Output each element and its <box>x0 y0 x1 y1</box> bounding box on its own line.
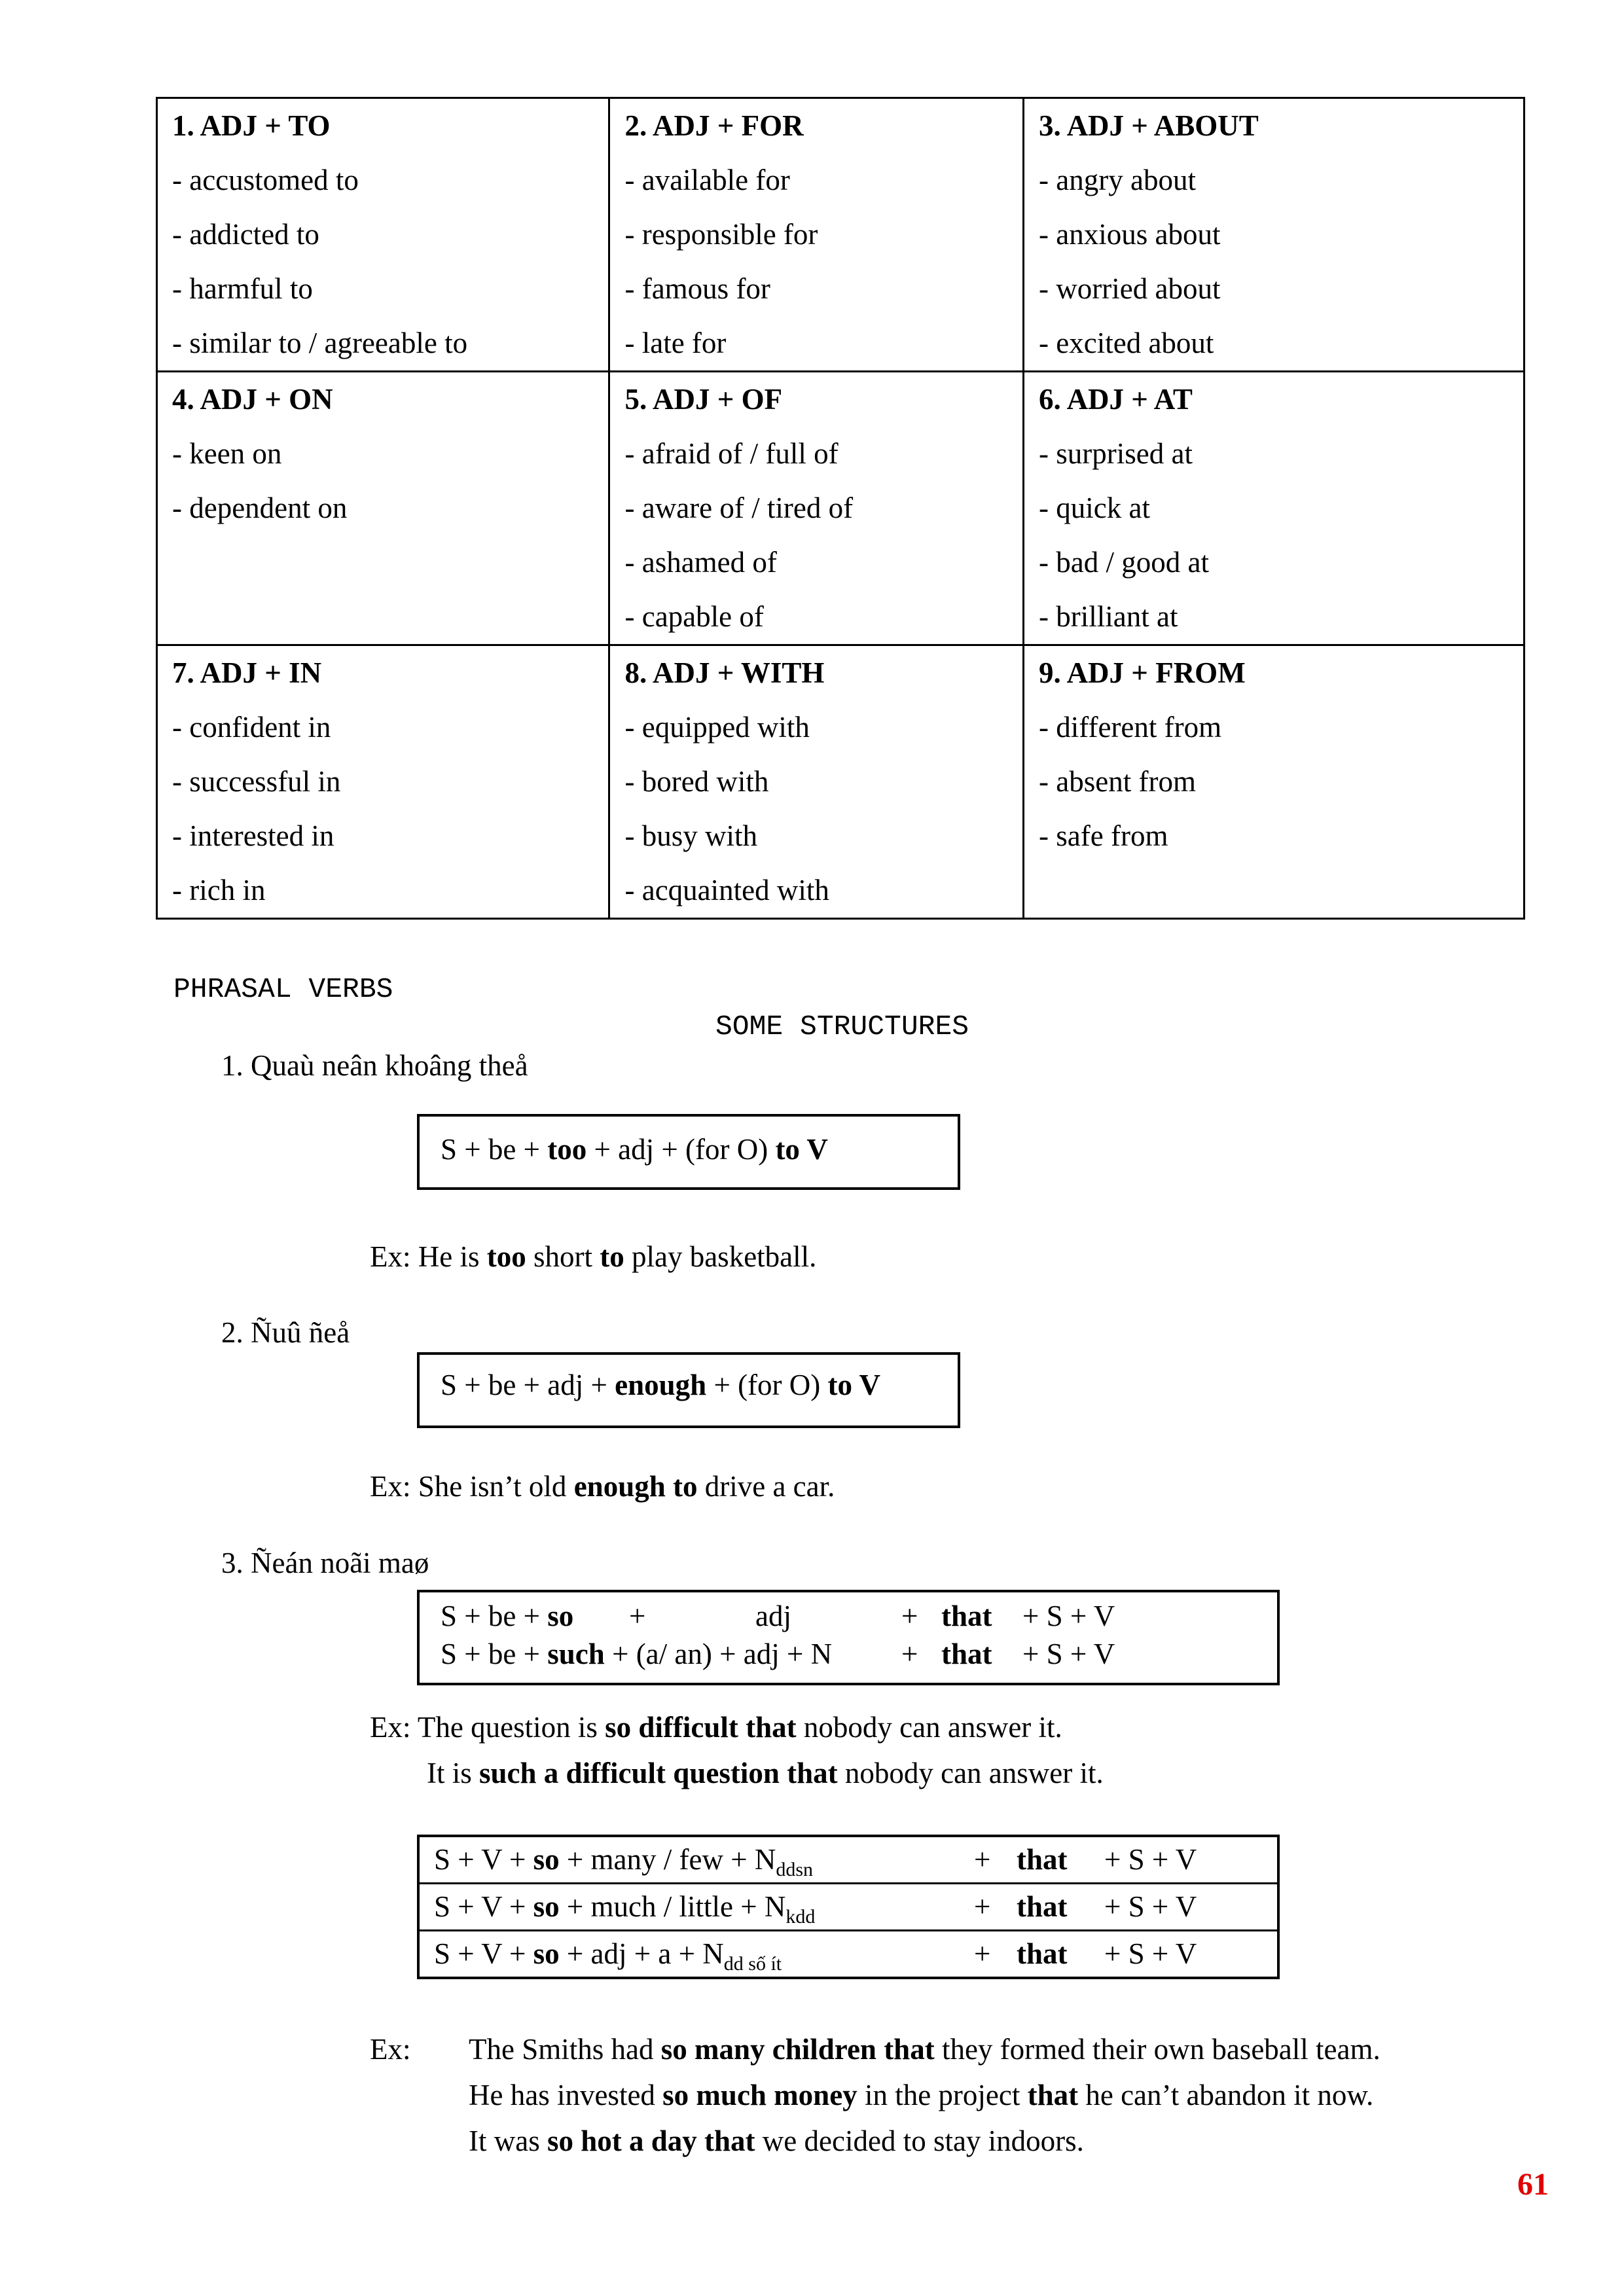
table-cell <box>609 372 1024 645</box>
list-item: - safe from <box>1039 819 1168 852</box>
table-cell <box>609 645 1024 919</box>
list-item: - absent from <box>1039 765 1196 798</box>
structure-2-formula-box <box>417 1352 960 1428</box>
example-line-3: It was so hot a day that we decided to stay indoors. <box>469 2125 1084 2157</box>
list-item: - accustomed to <box>172 164 359 196</box>
cell-heading: 1. ADJ + TO <box>172 109 331 142</box>
table-row <box>418 1836 1278 1884</box>
cell-heading: 4. ADJ + ON <box>172 383 333 416</box>
list-item: - keen on <box>172 437 282 470</box>
structure-2-title: 2. Ñuû ñeå <box>221 1316 350 1349</box>
page-number: 61 <box>1517 2167 1549 2202</box>
structure-3-formula-so: S + be + so <box>441 1600 574 1632</box>
table-row <box>418 1884 1278 1931</box>
list-item: - late for <box>624 327 727 359</box>
structure-2-formula: S + be + adj + enough + (for O) to V <box>441 1369 880 1401</box>
list-item: - famous for <box>624 272 770 305</box>
so-that-table <box>417 1835 1280 1979</box>
list-item: - surprised at <box>1039 437 1193 470</box>
structure-3-example-1: Ex: The question is so difficult that nobody can answer it. <box>370 1711 1062 1744</box>
adj-preposition-table <box>156 97 1525 920</box>
phrasal-verbs-heading: PHRASAL VERBS <box>173 973 393 1005</box>
plus-sign: + <box>629 1600 646 1632</box>
list-item: - equipped with <box>624 711 810 744</box>
examples-label: Ex: <box>370 2033 411 2066</box>
that-text: that <box>941 1600 992 1632</box>
table-cell <box>157 372 609 645</box>
structure-1-example: Ex: He is too short to play basketball. <box>370 1240 817 1273</box>
structure-1-formula: S + be + too + adj + (for O) to V <box>441 1133 828 1166</box>
cell-heading: 6. ADJ + AT <box>1039 383 1193 416</box>
table-row <box>157 645 1525 919</box>
cell-heading: 5. ADJ + OF <box>624 383 783 416</box>
table-cell: S + V + so + many / few + $N_{ddsn}$ + that + S + V <box>418 1836 1278 1884</box>
list-item: - harmful to <box>172 272 313 305</box>
list-item: - acquainted with <box>624 874 829 906</box>
list-item: - available for <box>624 164 790 196</box>
list-item: - aware of / tired of <box>624 492 854 524</box>
list-item: - bad / good at <box>1039 546 1209 579</box>
cell-heading: 7. ADJ + IN <box>172 656 322 689</box>
list-item: - responsible for <box>624 218 818 251</box>
formula-tail: + S + V <box>1022 1600 1115 1632</box>
list-item: - rich in <box>172 874 266 906</box>
list-item: - brilliant at <box>1039 600 1178 633</box>
list-item: - afraid of / full of <box>624 437 839 470</box>
table-cell <box>1024 372 1525 645</box>
table-row <box>157 98 1525 372</box>
table-row <box>418 1931 1278 1979</box>
cell-heading: 2. ADJ + FOR <box>624 109 804 142</box>
structure-3-example-2: It is such a difficult question that nobody can answer it. <box>427 1757 1104 1789</box>
list-item: - quick at <box>1039 492 1150 524</box>
list-item: - similar to / agreeable to <box>172 327 468 359</box>
table-row <box>157 372 1525 645</box>
list-item: - ashamed of <box>624 546 777 579</box>
structure-2-example: Ex: She isn’t old enough to drive a car. <box>370 1470 835 1503</box>
list-item: - excited about <box>1039 327 1214 359</box>
list-item: - capable of <box>624 600 764 633</box>
list-item: - worried about <box>1039 272 1221 305</box>
adj-text: adj <box>755 1600 791 1632</box>
formula-tail: + S + V <box>1022 1638 1115 1670</box>
list-item: - addicted to <box>172 218 319 251</box>
table-cell <box>157 645 609 919</box>
plus-sign: + <box>901 1638 918 1670</box>
table-cell: S + V + so + much / little + $N_{kdd}$ + that + S + V <box>418 1884 1278 1931</box>
table-cell <box>1024 645 1525 919</box>
that-text: that <box>941 1638 992 1670</box>
some-structures-heading: SOME STRUCTURES <box>715 1011 969 1043</box>
list-item: - successful in <box>172 765 341 798</box>
table-cell <box>157 98 609 372</box>
list-item: - dependent on <box>172 492 348 524</box>
cell-heading: 8. ADJ + WITH <box>624 656 825 689</box>
cell-heading: 9. ADJ + FROM <box>1039 656 1246 689</box>
structure-1-title: 1. Quaù neân khoâng theå <box>221 1049 528 1082</box>
example-line-1: The Smiths had so many children that they formed their own baseball team. <box>469 2033 1380 2066</box>
list-item: - different from <box>1039 711 1222 744</box>
table-cell: S + V + so + adj + $a + N_{dd số ít}$ + that + S + V <box>418 1931 1278 1979</box>
table-cell <box>609 98 1024 372</box>
list-item: - bored with <box>624 765 769 798</box>
structure-1-formula-box <box>417 1114 960 1190</box>
structure-3-formula-such: S + be + such + (a/ an) + adj + N <box>441 1638 833 1670</box>
list-item: - interested in <box>172 819 334 852</box>
plus-sign: + <box>901 1600 918 1632</box>
list-item: - confident in <box>172 711 331 744</box>
list-item: - anxious about <box>1039 218 1221 251</box>
structure-3-formula-box <box>417 1590 1280 1685</box>
table-cell <box>1024 98 1525 372</box>
list-item: - angry about <box>1039 164 1196 196</box>
example-line-2: He has invested so much money in the project that he can’t abandon it now. <box>469 2079 1374 2111</box>
structure-3-title: 3. Ñeán noãi maø <box>221 1547 429 1579</box>
list-item: - busy with <box>624 819 757 852</box>
cell-heading: 3. ADJ + ABOUT <box>1039 109 1259 142</box>
